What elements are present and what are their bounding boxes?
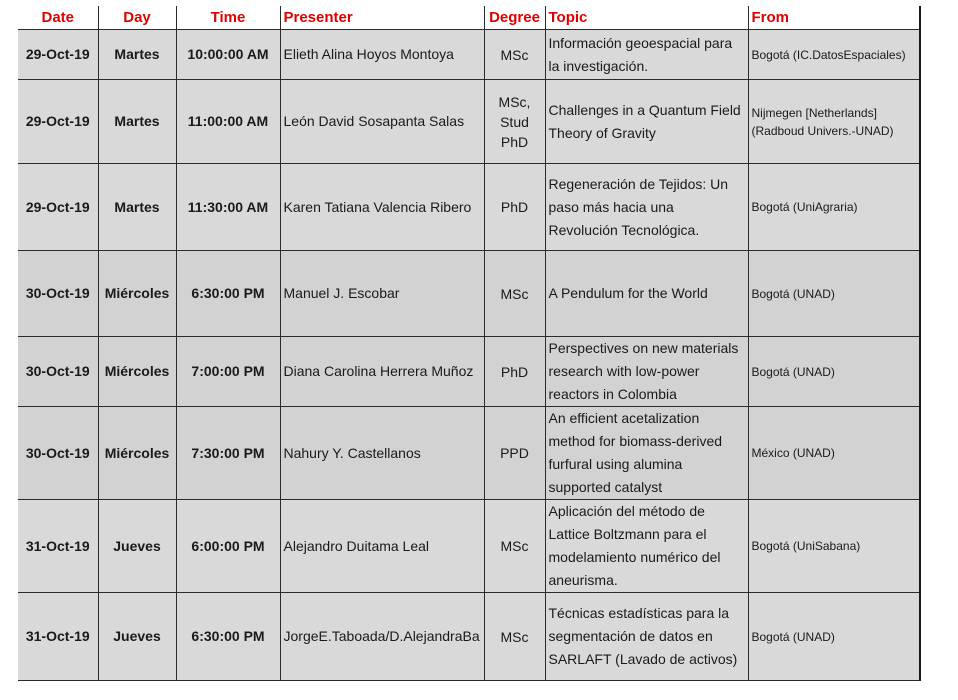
cell-topic: Aplicación del método de Lattice Boltzmann para el modelamiento numérico del aneurisma. (545, 500, 748, 593)
cell-time: 7:00:00 PM (176, 337, 280, 407)
cell-degree: MSc (484, 30, 545, 80)
cell-day: Miércoles (98, 337, 176, 407)
cell-date: 30-Oct-19 (18, 251, 98, 337)
cell-presenter: León David Sosapanta Salas (280, 80, 484, 164)
cell-day: Miércoles (98, 251, 176, 337)
cell-degree: PPD (484, 407, 545, 500)
table-row (18, 337, 920, 407)
cell-time: 6:00:00 PM (176, 500, 280, 593)
cell-topic: An efficient acetalization method for biomass-derived furfural using alumina supported catalyst (545, 407, 748, 500)
cell-date: 29-Oct-19 (18, 30, 98, 80)
cell-date: 30-Oct-19 (18, 407, 98, 500)
cell-day: Martes (98, 80, 176, 164)
cell-degree: PhD (484, 164, 545, 251)
cell-presenter: JorgeE.Taboada/D.AlejandraBa (280, 593, 484, 681)
cell-topic: Challenges in a Quantum Field Theory of Gravity (545, 80, 748, 164)
cell-degree: MSc (484, 593, 545, 681)
cell-time: 7:30:00 PM (176, 407, 280, 500)
cell-from: Bogotá (UNAD) (748, 593, 920, 681)
cell-time: 6:30:00 PM (176, 593, 280, 681)
cell-time: 10:00:00 AM (176, 30, 280, 80)
table-row (18, 407, 920, 500)
table-row (18, 80, 920, 164)
table-row (18, 500, 920, 593)
cell-topic: Técnicas estadísticas para la segmentación de datos en SARLAFT (Lavado de activos) (545, 593, 748, 681)
header-day: Day (98, 6, 176, 30)
cell-from: Bogotá (UniSabana) (748, 500, 920, 593)
cell-presenter: Alejandro Duitama Leal (280, 500, 484, 593)
cell-degree: MSc, Stud PhD (484, 80, 545, 164)
header-date: Date (18, 6, 98, 30)
cell-date: 31-Oct-19 (18, 500, 98, 593)
cell-from: Bogotá (UniAgraria) (748, 164, 920, 251)
header-from: From (748, 6, 920, 30)
cell-date: 30-Oct-19 (18, 337, 98, 407)
cell-day: Jueves (98, 593, 176, 681)
cell-topic: Perspectives on new materials research with low-power reactors in Colombia (545, 337, 748, 407)
cell-presenter: Manuel J. Escobar (280, 251, 484, 337)
table-row (18, 593, 920, 681)
cell-degree: MSc (484, 500, 545, 593)
schedule-table (18, 6, 921, 681)
table-row (18, 164, 920, 251)
cell-topic: Información geoespacial para la investigación. (545, 30, 748, 80)
cell-from: México (UNAD) (748, 407, 920, 500)
table-row (18, 30, 920, 80)
cell-time: 6:30:00 PM (176, 251, 280, 337)
cell-from: Bogotá (UNAD) (748, 251, 920, 337)
cell-day: Miércoles (98, 407, 176, 500)
header-row (18, 6, 920, 30)
cell-time: 11:00:00 AM (176, 80, 280, 164)
cell-date: 31-Oct-19 (18, 593, 98, 681)
cell-topic: A Pendulum for the World (545, 251, 748, 337)
header-degree: Degree (484, 6, 545, 30)
cell-day: Jueves (98, 500, 176, 593)
cell-presenter: Elieth Alina Hoyos Montoya (280, 30, 484, 80)
cell-day: Martes (98, 30, 176, 80)
cell-from: Bogotá (IC.DatosEspaciales) (748, 30, 920, 80)
header-presenter: Presenter (280, 6, 484, 30)
cell-from: Nijmegen [Netherlands] (Radboud Univers.-UNAD) (748, 80, 920, 164)
cell-date: 29-Oct-19 (18, 80, 98, 164)
cell-date: 29-Oct-19 (18, 164, 98, 251)
cell-degree: MSc (484, 251, 545, 337)
cell-day: Martes (98, 164, 176, 251)
header-time: Time (176, 6, 280, 30)
cell-presenter: Diana Carolina Herrera Muñoz (280, 337, 484, 407)
cell-time: 11:30:00 AM (176, 164, 280, 251)
header-topic: Topic (545, 6, 748, 30)
cell-presenter: Nahury Y. Castellanos (280, 407, 484, 500)
cell-topic: Regeneración de Tejidos: Un paso más hacia una Revolución Tecnológica. (545, 164, 748, 251)
cell-presenter: Karen Tatiana Valencia Ribero (280, 164, 484, 251)
cell-degree: PhD (484, 337, 545, 407)
cell-from: Bogotá (UNAD) (748, 337, 920, 407)
table-row (18, 251, 920, 337)
